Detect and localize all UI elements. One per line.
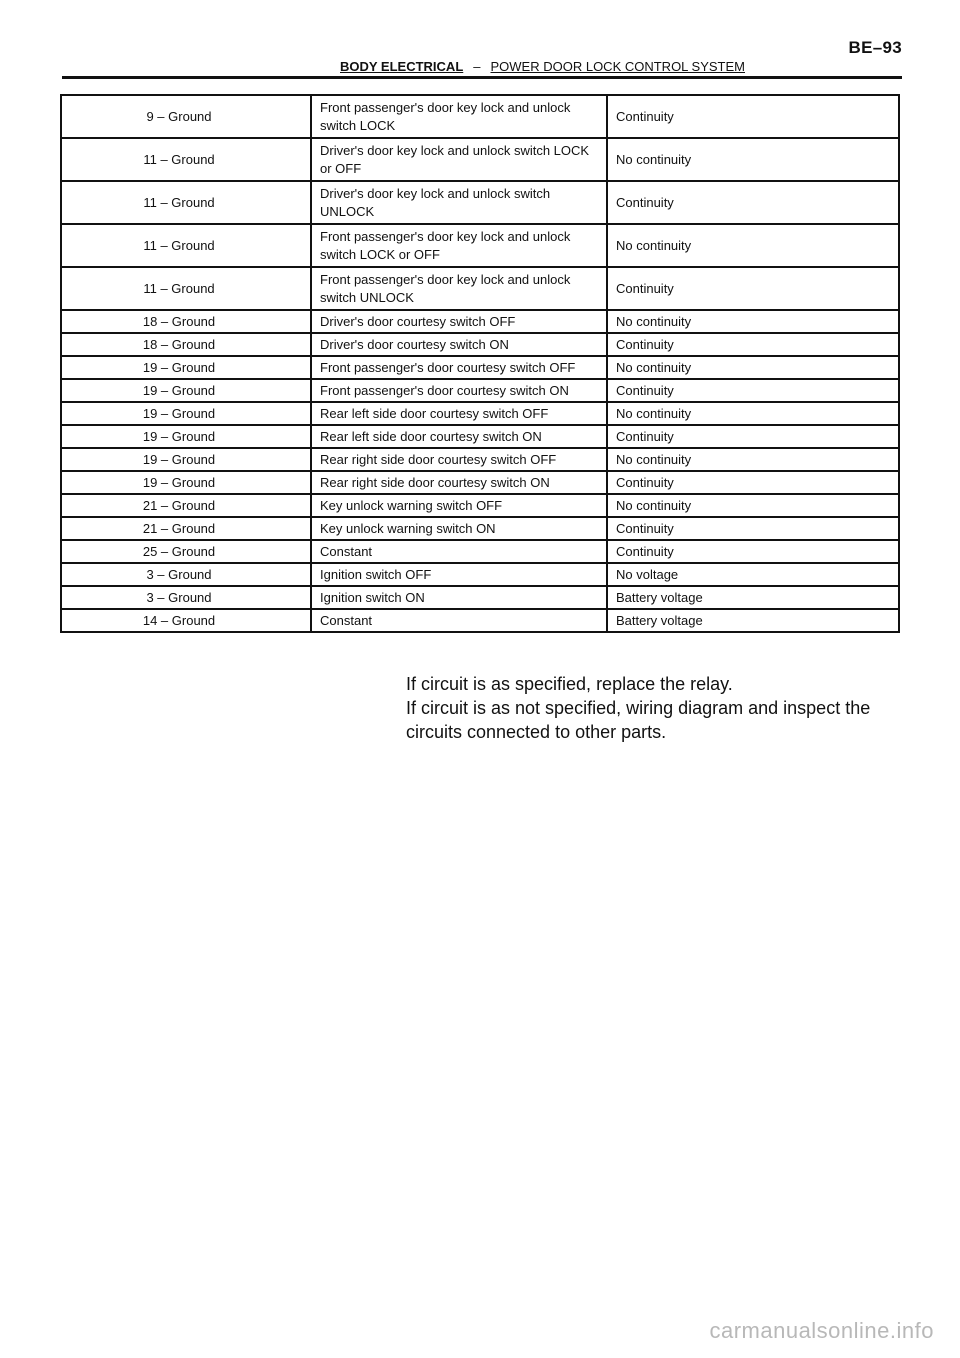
note-not-specified: If circuit is as not specified, wiring diagram and inspect the circuits connected to other parts. — [406, 698, 871, 742]
table-row — [61, 310, 899, 333]
table-row — [61, 471, 899, 494]
table-row — [61, 138, 899, 181]
table-row — [61, 224, 899, 267]
condition-cell: Rear left side door courtesy switch ON — [311, 425, 607, 448]
condition-cell: Key unlock warning switch ON — [311, 517, 607, 540]
table-row — [61, 448, 899, 471]
condition-cell: Constant — [311, 540, 607, 563]
notes — [406, 672, 906, 744]
condition-cell: Rear left side door courtesy switch OFF — [311, 402, 607, 425]
specified-condition-cell: Continuity — [607, 540, 899, 563]
specified-condition-cell: Continuity — [607, 95, 899, 138]
specified-condition-cell: Continuity — [607, 267, 899, 310]
terminal-cell: 18 – Ground — [61, 310, 311, 333]
table-row — [61, 267, 899, 310]
specified-condition-cell: Continuity — [607, 471, 899, 494]
specified-condition-cell: Continuity — [607, 517, 899, 540]
terminal-cell: 14 – Ground — [61, 609, 311, 632]
specified-condition-cell: Battery voltage — [607, 609, 899, 632]
terminal-cell: 19 – Ground — [61, 356, 311, 379]
condition-cell: Front passenger's door courtesy switch ON — [311, 379, 607, 402]
condition-cell: Driver's door courtesy switch OFF — [311, 310, 607, 333]
condition-cell: Front passenger's door courtesy switch OFF — [311, 356, 607, 379]
page-header — [62, 58, 902, 79]
condition-cell: Rear right side door courtesy switch OFF — [311, 448, 607, 471]
specified-condition-cell: No continuity — [607, 138, 899, 181]
terminal-cell: 19 – Ground — [61, 448, 311, 471]
terminal-cell: 3 – Ground — [61, 586, 311, 609]
table-row — [61, 540, 899, 563]
terminal-cell: 3 – Ground — [61, 563, 311, 586]
terminal-cell: 25 – Ground — [61, 540, 311, 563]
watermark: carmanualsonline.info — [709, 1318, 934, 1343]
terminal-cell: 9 – Ground — [61, 95, 311, 138]
table-row — [61, 333, 899, 356]
table-row — [61, 95, 899, 138]
inspection-table-body — [61, 95, 899, 632]
specified-condition-cell: No continuity — [607, 356, 899, 379]
terminal-cell: 18 – Ground — [61, 333, 311, 356]
specified-condition-cell: Continuity — [607, 379, 899, 402]
table-row — [61, 517, 899, 540]
condition-cell: Driver's door key lock and unlock switch UNLOCK — [311, 181, 607, 224]
page-number: BE–93 — [848, 38, 902, 57]
header-subsection: POWER DOOR LOCK CONTROL SYSTEM — [490, 59, 745, 74]
note-specified: If circuit is as specified, replace the relay. — [406, 674, 733, 694]
condition-cell: Front passenger's door key lock and unlock switch UNLOCK — [311, 267, 607, 310]
inspection-table — [60, 94, 900, 633]
specified-condition-cell: No voltage — [607, 563, 899, 586]
condition-cell: Front passenger's door key lock and unlock switch LOCK or OFF — [311, 224, 607, 267]
table-row — [61, 425, 899, 448]
specified-condition-cell: No continuity — [607, 224, 899, 267]
condition-cell: Rear right side door courtesy switch ON — [311, 471, 607, 494]
condition-cell: Driver's door courtesy switch ON — [311, 333, 607, 356]
specified-condition-cell: No continuity — [607, 448, 899, 471]
condition-cell: Front passenger's door key lock and unlock switch LOCK — [311, 95, 607, 138]
table-row — [61, 586, 899, 609]
terminal-cell: 19 – Ground — [61, 471, 311, 494]
terminal-cell: 21 – Ground — [61, 517, 311, 540]
header-title — [340, 59, 745, 74]
terminal-cell: 11 – Ground — [61, 267, 311, 310]
terminal-cell: 21 – Ground — [61, 494, 311, 517]
table-row — [61, 379, 899, 402]
specified-condition-cell: No continuity — [607, 310, 899, 333]
specified-condition-cell: No continuity — [607, 494, 899, 517]
specified-condition-cell: Continuity — [607, 425, 899, 448]
condition-cell: Driver's door key lock and unlock switch LOCK or OFF — [311, 138, 607, 181]
terminal-cell: 19 – Ground — [61, 402, 311, 425]
header-separator: – — [473, 59, 481, 74]
terminal-cell: 11 – Ground — [61, 138, 311, 181]
table-row — [61, 402, 899, 425]
specified-condition-cell: Battery voltage — [607, 586, 899, 609]
specified-condition-cell: Continuity — [607, 333, 899, 356]
condition-cell: Key unlock warning switch OFF — [311, 494, 607, 517]
specified-condition-cell: No continuity — [607, 402, 899, 425]
table-row — [61, 181, 899, 224]
condition-cell: Constant — [311, 609, 607, 632]
specified-condition-cell: Continuity — [607, 181, 899, 224]
table-row — [61, 356, 899, 379]
header-section: BODY ELECTRICAL — [340, 59, 464, 74]
terminal-cell: 19 – Ground — [61, 379, 311, 402]
terminal-cell: 11 – Ground — [61, 224, 311, 267]
terminal-cell: 19 – Ground — [61, 425, 311, 448]
condition-cell: Ignition switch OFF — [311, 563, 607, 586]
condition-cell: Ignition switch ON — [311, 586, 607, 609]
terminal-cell: 11 – Ground — [61, 181, 311, 224]
table-row — [61, 494, 899, 517]
table-row — [61, 609, 899, 632]
table-row — [61, 563, 899, 586]
